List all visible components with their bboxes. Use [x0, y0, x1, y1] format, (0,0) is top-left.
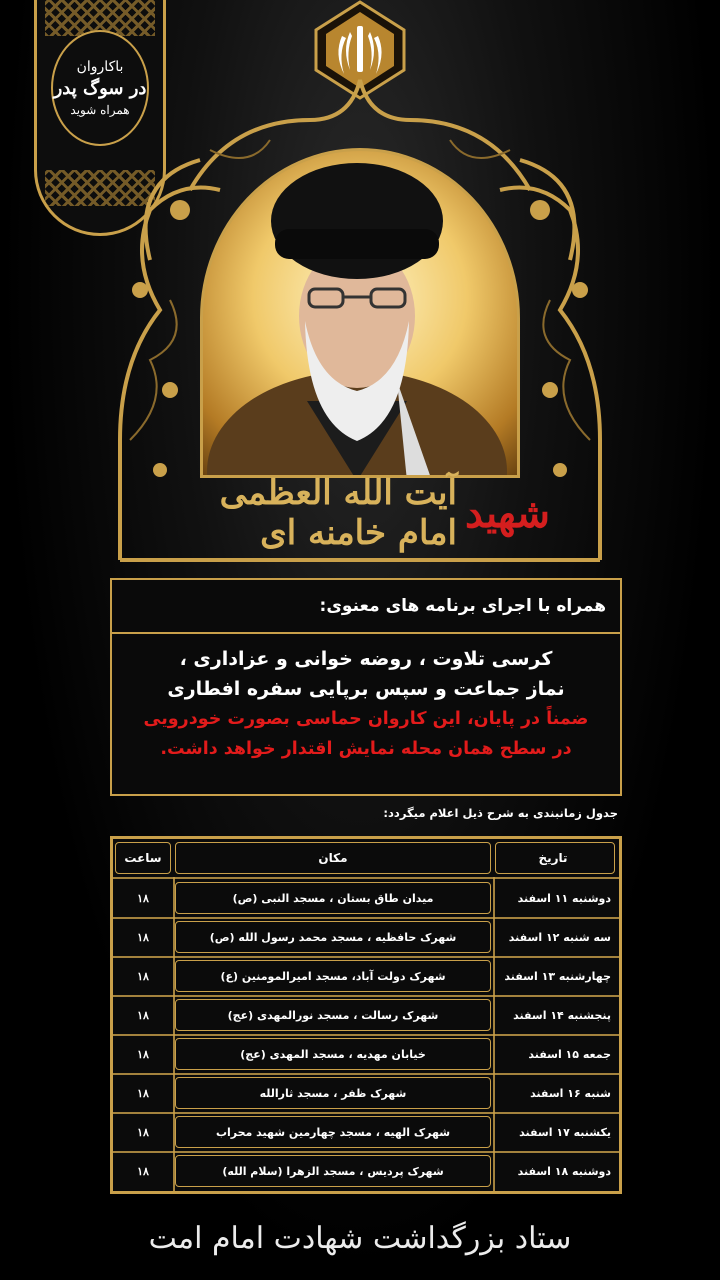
- row-time: ۱۸: [137, 1125, 149, 1139]
- row-time: ۱۸: [137, 891, 149, 905]
- row-place: شهرک رسالت ، مسجد نورالمهدی (عج): [175, 999, 491, 1031]
- portrait-image: [200, 148, 520, 478]
- badge-line2: در سوگ پدر: [53, 78, 147, 99]
- row-place: شهرک الهیه ، مسجد چهارمین شهید محراب: [175, 1116, 491, 1148]
- row-place: خیابان مهدیه ، مسجد المهدی (عج): [175, 1038, 491, 1070]
- table-header-row: [113, 839, 619, 877]
- row-date: سه شنبه ۱۲ اسفند: [508, 930, 611, 944]
- program-line-2: نماز جماعت و سپس برپایی سفره افطاری: [167, 678, 565, 700]
- row-place: شهرک پردیس ، مسجد الزهرا (سلام الله): [175, 1155, 491, 1187]
- row-time: ۱۸: [137, 1164, 149, 1178]
- title-gold: آیت الله العظمی امام خامنه ای: [219, 473, 457, 553]
- row-date: شنبه ۱۶ اسفند: [530, 1086, 611, 1100]
- badge-line1: باکاروان: [76, 59, 124, 75]
- row-date: دوشنبه ۱۸ اسفند: [517, 1164, 611, 1178]
- schedule-table: [110, 836, 622, 1194]
- row-date: چهارشنبه ۱۳ اسفند: [504, 969, 611, 983]
- row-time: ۱۸: [137, 969, 149, 983]
- title-red: شهید: [464, 489, 550, 537]
- table-row: [113, 879, 619, 917]
- row-date: دوشنبه ۱۱ اسفند: [517, 891, 611, 905]
- row-time: ۱۸: [137, 930, 149, 944]
- table-row: [113, 957, 619, 995]
- header-time: ساعت: [115, 842, 171, 874]
- header-date: تاریخ: [495, 842, 615, 874]
- table-row: [113, 1035, 619, 1073]
- row-date: جمعه ۱۵ اسفند: [528, 1047, 611, 1061]
- row-time: ۱۸: [137, 1047, 149, 1061]
- header-place: مکان: [175, 842, 491, 874]
- badge-line3: همراه شوید: [70, 103, 130, 117]
- row-time: ۱۸: [137, 1086, 149, 1100]
- schedule-note: جدول زمانبندی به شرح ذیل اعلام میگردد:: [383, 806, 618, 820]
- table-row: [113, 1152, 619, 1190]
- footer-signature: ستاد بزرگداشت شهادت امام امت: [148, 1220, 572, 1256]
- program-box: [110, 578, 622, 796]
- title-calligraphy: [170, 458, 550, 568]
- program-line-1: کرسی تلاوت ، روضه خوانی و عزاداری ،: [179, 648, 553, 670]
- row-place: شهرک حافظیه ، مسجد محمد رسول الله (ص): [175, 921, 491, 953]
- table-row: [113, 918, 619, 956]
- row-place: شهرک دولت آباد، مسجد امیرالمومنین (ع): [175, 960, 491, 992]
- row-place: میدان طاق بستان ، مسجد النبی (ص): [175, 882, 491, 914]
- row-time: ۱۸: [137, 1008, 149, 1022]
- row-date: یکشنبه ۱۷ اسفند: [519, 1125, 611, 1139]
- program-line-3: ضمناً در پایان، این کاروان حماسی بصورت خودرویی: [143, 709, 589, 729]
- program-line-4: در سطح همان محله نمایش اقتدار خواهد داشت.: [160, 739, 572, 759]
- table-row: [113, 1113, 619, 1151]
- row-date: پنجشنبه ۱۴ اسفند: [513, 1008, 611, 1022]
- program-heading: همراه با اجرای برنامه های معنوی:: [112, 580, 620, 634]
- row-place: شهرک ظفر ، مسجد ثارالله: [175, 1077, 491, 1109]
- table-row: [113, 1074, 619, 1112]
- table-row: [113, 996, 619, 1034]
